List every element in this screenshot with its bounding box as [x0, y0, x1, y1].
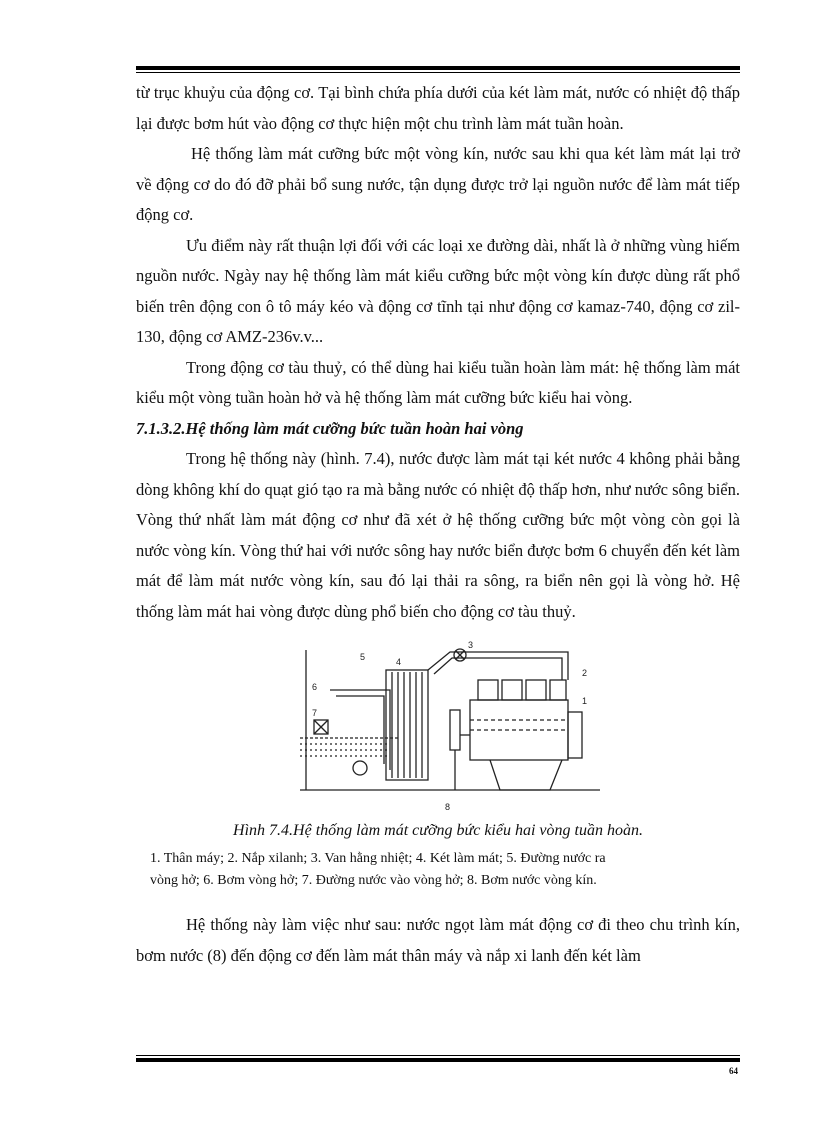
paragraph: Hệ thống làm mát cưỡng bức một vòng kín, nước sau khi qua két làm mát lại trở về động cơ do đó đỡ phải bổ sung nước, tận dụng được trở lại nguồn nước để làm mát tiếp động cơ. — [136, 144, 740, 224]
figure-caption: Hình 7.4.Hệ thống làm mát cưỡng bức kiểu hai vòng tuần hoàn. — [233, 822, 643, 839]
svg-text:5: 5 — [360, 652, 366, 662]
paragraph: Trong động cơ tàu thuỷ, có thể dùng hai kiểu tuần hoàn làm mát: hệ thống làm mát kiểu một vòng tuần hoàn hở và hệ thống làm mát cưỡng bức kiểu hai vòng. — [136, 357, 740, 407]
svg-text:3: 3 — [468, 640, 474, 650]
svg-text:8: 8 — [445, 802, 451, 812]
body-text — [136, 78, 740, 627]
section-heading: 7.1.3.2.Hệ thống làm mát cưỡng bức tuần hoàn hai vòng — [136, 418, 524, 438]
header-rule — [136, 66, 740, 73]
legend-line: 1. Thân máy; 2. Nắp xilanh; 3. Van hằng nhiệt; 4. Két làm mát; 5. Đường nước ra — [150, 851, 606, 866]
svg-text:7: 7 — [312, 708, 318, 718]
legend-line: vòng hở; 6. Bơm vòng hở; 7. Đường nước vào vòng hở; 8. Bơm nước vòng kín. — [150, 873, 597, 888]
svg-text:6: 6 — [312, 682, 318, 692]
svg-text:2: 2 — [582, 668, 588, 678]
paragraph: từ trục khuỷu của động cơ. Tại bình chứa phía dưới của két làm mát, nước có nhiệt độ thấp lại được bơm hút vào động cơ thực hiện một chu trình làm mát tuần hoàn. — [136, 83, 740, 133]
paragraph: Ưu điểm này rất thuận lợi đối với các loại xe đường dài, nhất là ở những vùng hiếm nguồn nước. Ngày nay hệ thống làm mát kiểu cưỡng bức một vòng kín được dùng rất phổ biến trên động con ô tô máy kéo và động cơ tĩnh tại như động cơ kamaz-740, động cơ zil-130, động cơ AMZ-236v.v... — [136, 235, 740, 346]
body-text-continued — [136, 910, 740, 971]
svg-text:4: 4 — [396, 657, 402, 667]
page-number: 64 — [729, 1066, 738, 1076]
paragraph: Hệ thống này làm việc như sau: nước ngọt làm mát động cơ đi theo chu trình kín, bơm nước (8) đến động cơ đến làm mát thân máy và nắp xi lanh đến két làm — [136, 915, 740, 965]
footer-rule — [136, 1055, 740, 1062]
svg-text:1: 1 — [582, 696, 588, 706]
cooling-system-diagram — [300, 640, 610, 820]
paragraph: Trong hệ thống này (hình. 7.4), nước được làm mát tại két nước 4 không phải bằng dòng không khí do quạt gió tạo ra mà bằng nước có nhiệt độ thấp hơn, như nước sông biển. Vòng thứ nhất làm mát động cơ như đã xét ở hệ thống cưỡng bức một vòng còn gọi là nước vòng kín. Vòng thứ hai với nước sông hay nước biển được bơm 6 chuyển đến két làm mát để làm mát nước vòng kín, sau đó lại thải ra sông, ra biển nên gọi là vòng hở. Hệ thống làm mát hai vòng được dùng phổ biến cho động cơ tàu thuỷ. — [136, 449, 740, 621]
figure-legend — [150, 848, 730, 892]
